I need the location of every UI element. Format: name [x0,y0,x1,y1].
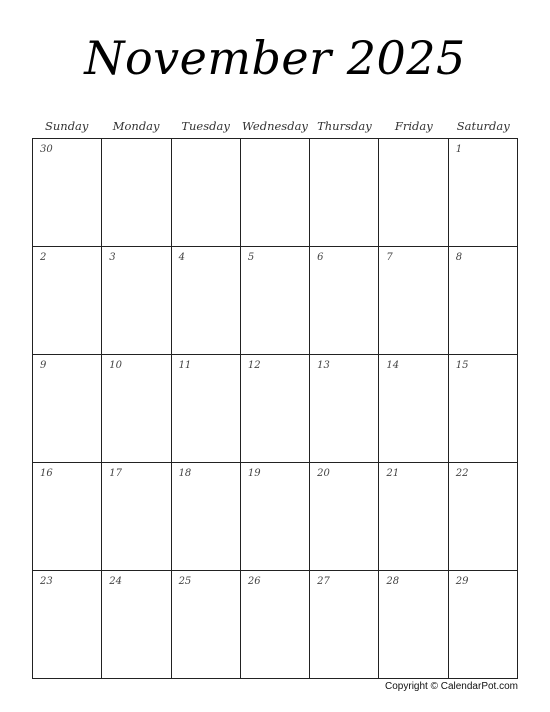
day-cell [310,355,379,463]
day-cell [379,355,448,463]
calendar-grid [32,138,518,679]
day-number: 26 [247,576,261,587]
day-cell [172,571,241,679]
weekday-tuesday: Tuesday [181,119,230,133]
day-number: 13 [317,360,330,371]
day-number: 1 [455,144,463,155]
day-number: 22 [455,468,469,479]
day-cell [33,247,102,355]
day-cell [310,247,379,355]
day-number: 5 [247,252,255,263]
day-number: 3 [109,252,116,263]
day-cell [310,463,379,571]
day-cell [310,571,379,679]
day-number: 23 [40,576,53,587]
day-cell [33,355,102,463]
day-number: 28 [386,576,400,587]
day-cell [102,571,171,679]
day-cell [449,355,518,463]
day-cell [102,247,171,355]
day-cell [172,139,241,247]
day-cell [310,139,379,247]
day-number: 16 [40,468,53,479]
weekday-thursday: Thursday [317,119,372,133]
day-cell [172,355,241,463]
day-cell [102,139,171,247]
day-number: 30 [40,144,53,155]
day-cell [33,463,102,571]
day-number: 7 [386,252,393,263]
weekday-monday: Monday [112,119,160,133]
weekday-sunday: Sunday [45,119,89,133]
day-number: 6 [317,252,324,263]
day-number: 25 [178,576,192,587]
day-cell [241,247,310,355]
weekday-wednesday: Wednesday [242,119,308,133]
day-number: 29 [455,576,469,587]
day-number: 8 [455,252,463,263]
calendar-title: November 2025 [84,31,466,85]
day-number: 27 [317,576,330,587]
weekday-header-row [32,117,518,137]
day-number: 15 [455,360,469,371]
day-number: 24 [109,576,123,587]
day-cell [449,463,518,571]
copyright-footer: Copyright © CalendarPot.com [385,681,518,692]
day-number: 10 [109,360,123,371]
day-number: 2 [40,252,47,263]
day-cell [33,571,102,679]
day-cell [102,463,171,571]
day-number: 20 [317,468,330,479]
day-cell [379,139,448,247]
day-number: 11 [178,360,192,371]
day-number: 12 [247,360,261,371]
day-number: 4 [178,252,185,263]
day-cell [33,139,102,247]
day-number: 14 [386,360,400,371]
day-cell [241,571,310,679]
day-cell [379,247,448,355]
day-cell [449,247,518,355]
day-cell [241,463,310,571]
day-cell [241,355,310,463]
day-number: 19 [247,468,261,479]
day-cell [449,139,518,247]
day-number: 17 [109,468,123,479]
weekday-saturday: Saturday [456,119,510,133]
day-number: 21 [386,468,400,479]
day-cell [379,571,448,679]
day-cell [102,355,171,463]
day-cell [449,571,518,679]
day-number: 9 [40,360,47,371]
day-cell [241,139,310,247]
day-cell [379,463,448,571]
day-cell [172,463,241,571]
day-number: 18 [178,468,192,479]
weekday-friday: Friday [394,119,433,133]
day-cell [172,247,241,355]
